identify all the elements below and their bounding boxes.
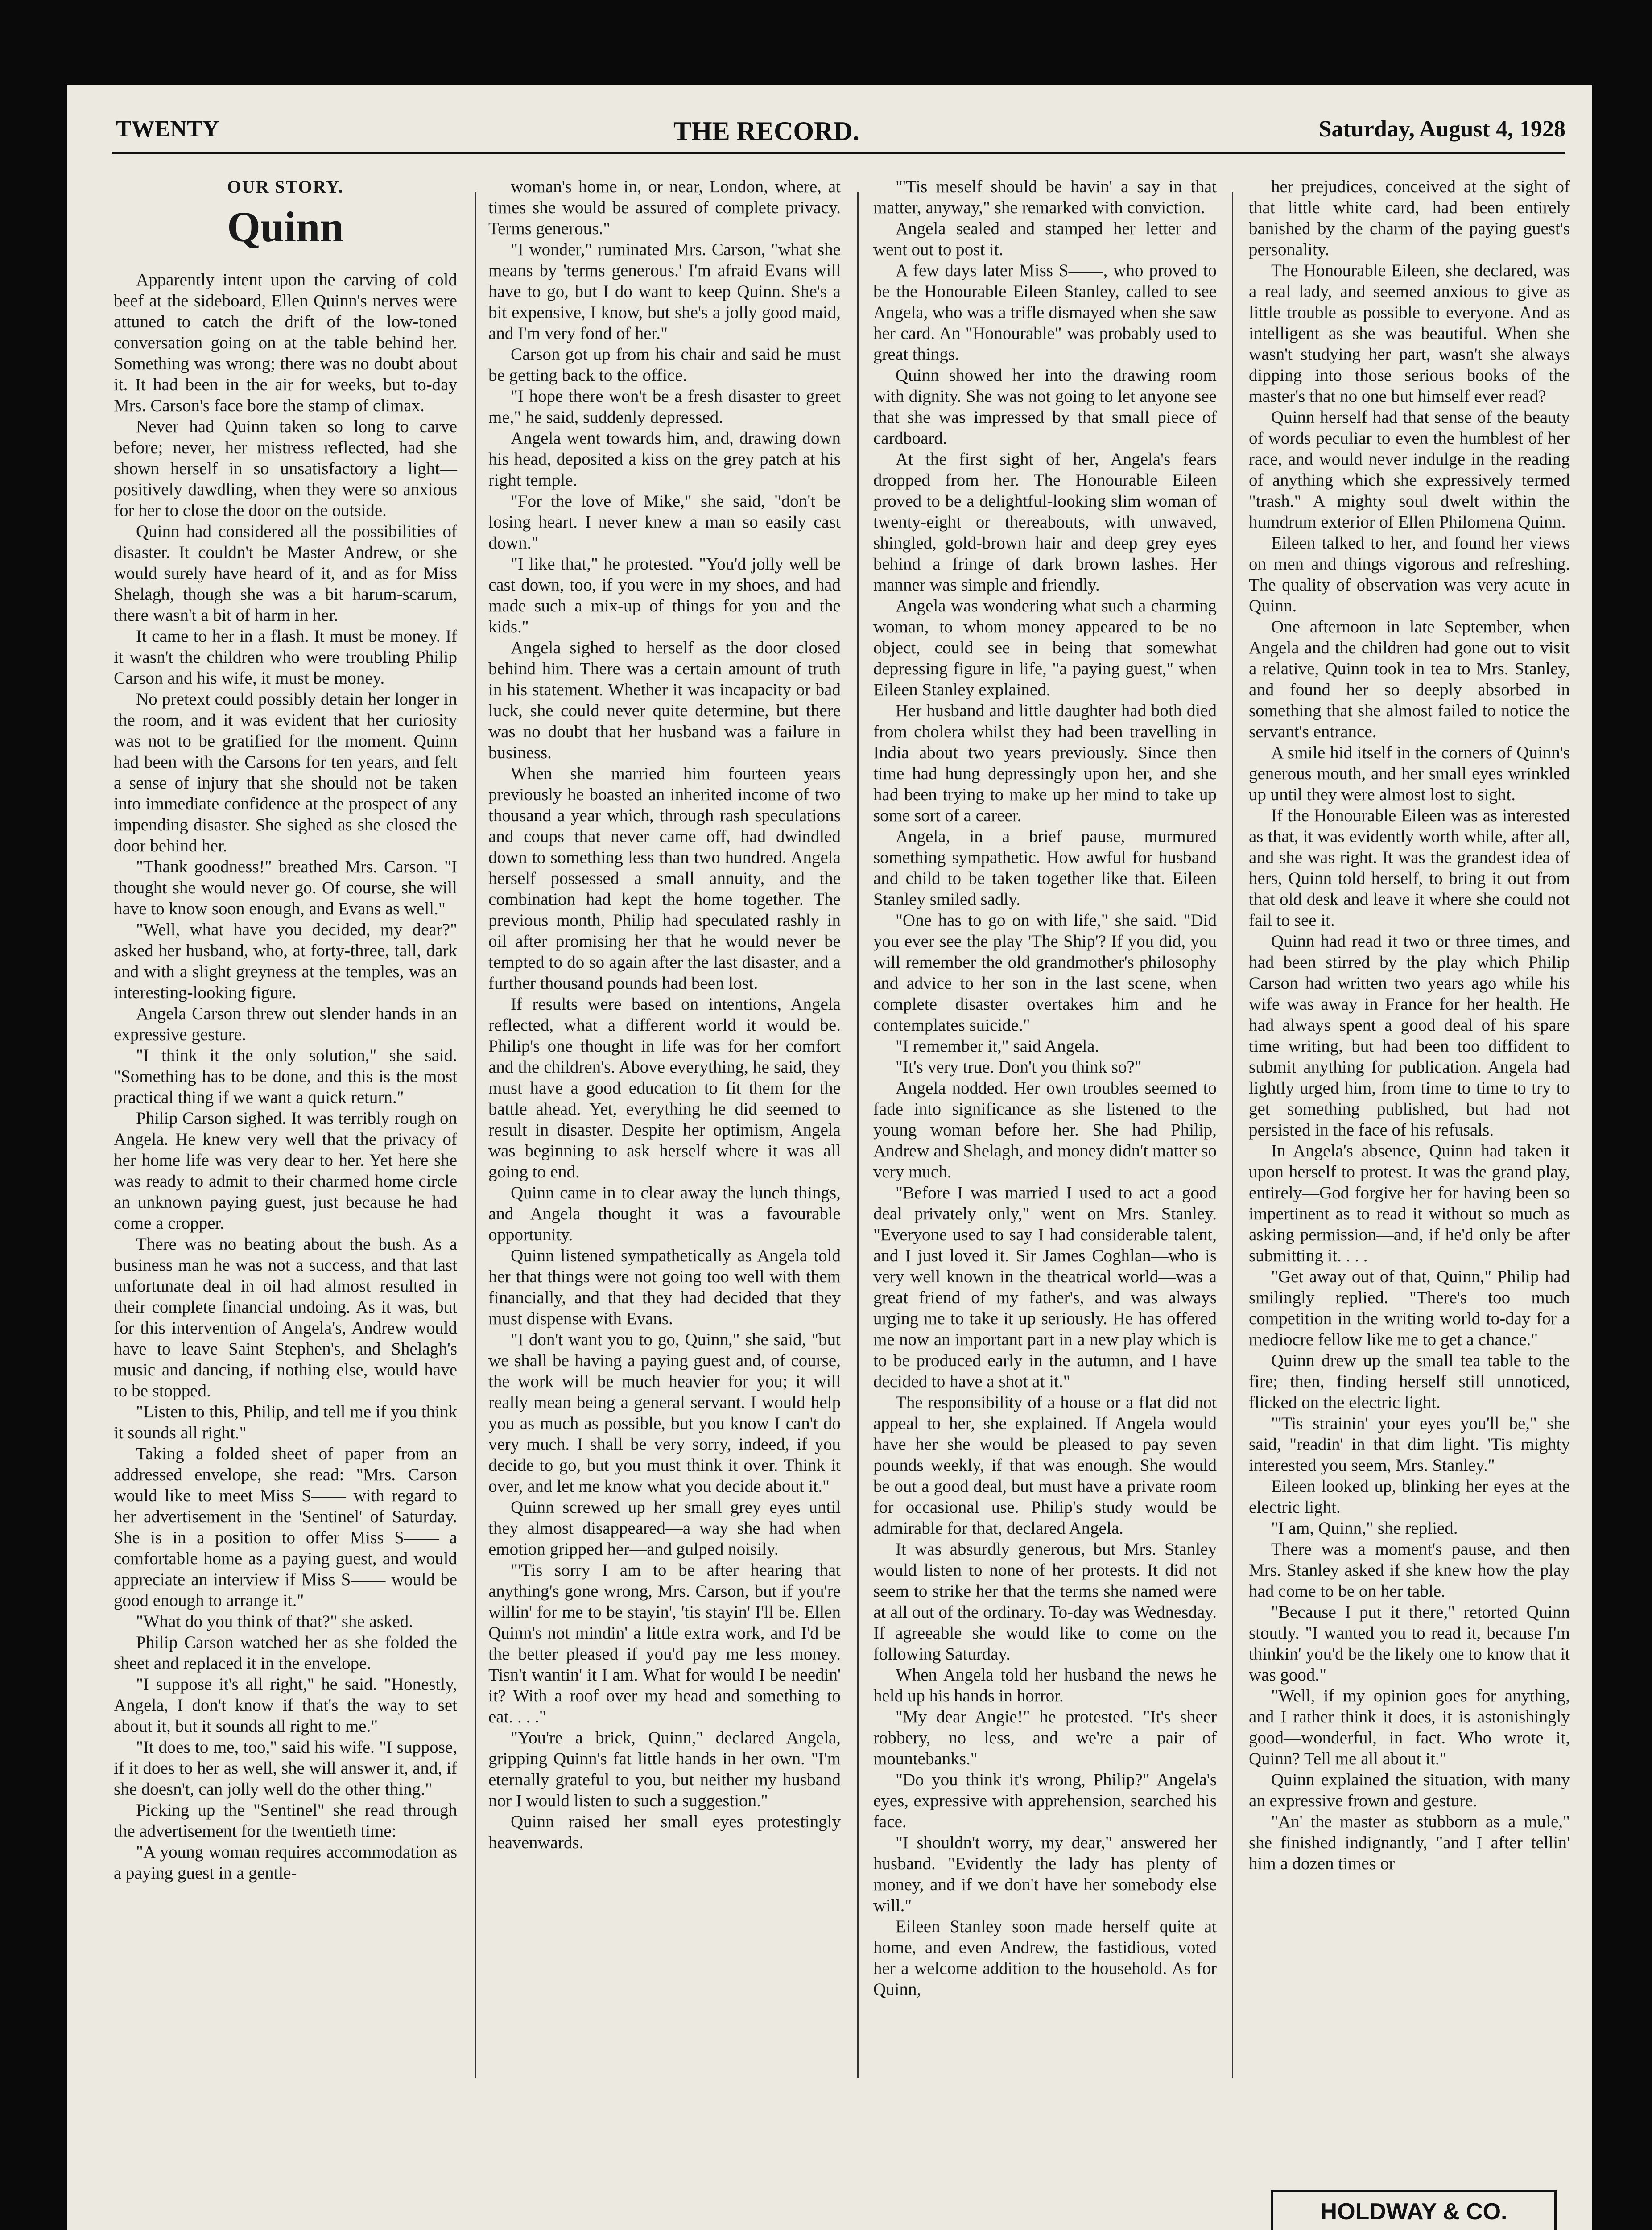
story-paragraph: Quinn explained the situation, with many an expressive frown and gesture.	[1249, 1770, 1570, 1810]
story-paragraph: There was no beating about the bush. As a business man he was not a success, and that last unfortunate deal in oil had almost resulted in their complete financial undoing. As it was, but for this intervention of Angela's, Andrew would have to leave Saint Stephen's, and Shelagh's music and dancing, if nothing else, would have to be stopped.	[114, 1235, 457, 1400]
story-paragraph: "I hope there won't be a fresh disaster to greet me," he said, suddenly depressed.	[488, 387, 841, 427]
story-paragraph: "One has to go on with life," she said. "Did you ever see the play 'The Ship'? If you did, you will remember the old grandmother's philosophy and advice to her son in the last scene, when complete disaster overtakes him and he contemplates suicide."	[873, 911, 1217, 1035]
story-paragraph: Apparently intent upon the carving of cold beef at the sideboard, Ellen Quinn's nerves were attuned to catch the drift of the low-toned conversation going on at the table behind her. Something was wrong; there was no doubt about it. It had been in the air for weeks, but to-day Mrs. Carson's face bore the stamp of climax.	[114, 270, 457, 415]
story-paragraph: Angela, in a brief pause, murmured something sympathetic. How awful for husband and child to be taken together like that. Eileen Stanley smiled sadly.	[873, 827, 1217, 909]
story-paragraph: "You're a brick, Quinn," declared Angela, gripping Quinn's fat little hands in her own. "I'm eternally grateful to you, but neither my husband nor I would listen to such a suggestion."	[488, 1728, 841, 1810]
story-paragraph: "Thank goodness!" breathed Mrs. Carson. "I thought she would never go. Of course, she will have to know soon enough, and Evans as well."	[114, 857, 457, 918]
story-paragraph: One afternoon in late September, when Angela and the children had gone out to visit a relative, Quinn took in tea to Mrs. Stanley, and found her so deeply absorbed in something that she almost failed to notice the servant's entrance.	[1249, 617, 1570, 741]
story-paragraph: her prejudices, conceived at the sight of that little white card, had been entirely banished by the charm of the paying guest's personality.	[1249, 177, 1570, 259]
story-paragraph: The Honourable Eileen, she declared, was a real lady, and seemed anxious to give as little trouble as possible to everyone. And as intelligent as she was beautiful. When she wasn't studying her part, wasn't she always dipping into those serious books of the master's that no one but himself ever read?	[1249, 261, 1570, 406]
story-paragraph: The responsibility of a house or a flat did not appeal to her, she explained. If Angela would have her she would be pleased to pay seven pounds weekly, if that was enough. She would be out a good deal, but must have a private room for occasional use. Philip's study would be admirable for that, declared Angela.	[873, 1393, 1217, 1538]
story-paragraph: Quinn came in to clear away the lunch things, and Angela thought it was a favourable opportunity.	[488, 1183, 841, 1244]
story-paragraph: "A young woman requires accommodation as a paying guest in a gentle-	[114, 1842, 457, 1883]
story-paragraph: When she married him fourteen years previously he boasted an inherited income of two thousand a year which, through rash speculations and coups that never came off, had dwindled down to something less than two hundred. Angela herself possessed a small annuity, and the combination had kept the home together. The previous month, Philip had speculated rashly in oil after promising her that he would never be tempted to do so again after the last disaster, and a further thousand pounds had been lost.	[488, 764, 841, 993]
story-paragraph: Quinn had read it two or three times, and had been stirred by the play which Philip Carson had written two years ago while his wife was away in France for her health. He had always spent a good deal of his spare time writing, but had been too diffident to submit anything for publication. Angela had lightly urged him, from time to time to try to get something published, but had not persisted in the face of his refusals.	[1249, 932, 1570, 1140]
column-1-paragraphs	[114, 269, 457, 1883]
story-paragraph: Her husband and little daughter had both died from cholera whilst they had been travelling in India about two years previously. Since then time had hung depressingly upon her, and she had been trying to make up her mind to take up some sort of a career.	[873, 701, 1217, 825]
story-paragraph: "I suppose it's all right," he said. "Honestly, Angela, I don't know if that's the way to set about it, but it sounds all right to me."	[114, 1675, 457, 1736]
story-paragraph: "It does to me, too," said his wife. "I suppose, if it does to her as well, she will answer it, and, if she doesn't, can jolly well do the other thing."	[114, 1738, 457, 1799]
story-paragraph: "I don't want you to go, Quinn," she said, "but we shall be having a paying guest and, of course, the work will be much heavier for you; it will really mean being a general servant. I would help you as much as possible, but you know I can't do very much. I shall be very sorry, indeed, if you decide to go, but you must think it over. Think it over, and let me know what you decide about it."	[488, 1330, 841, 1496]
story-paragraph: There was a moment's pause, and then Mrs. Stanley asked if she knew how the play had come to be on her table.	[1249, 1540, 1570, 1601]
story-paragraph: "'Tis sorry I am to be after hearing that anything's gone wrong, Mrs. Carson, but if you're willin' for me to be stayin', 'tis stayin' I'll be. Ellen Quinn's not mindin' a little extra work, and I'd be the better pleased if you'd pay me less money. Tisn't wantin' it I am. What for would I be needin' it? With a roof over my head and something to eat. . . ."	[488, 1561, 841, 1726]
story-paragraph: "I wonder," ruminated Mrs. Carson, "what she means by 'terms generous.' I'm afraid Evans will have to go, but I do want to keep Quinn. She's a bit expensive, I know, but she's a jolly good maid, and I'm very fond of her."	[488, 240, 841, 343]
advertiser-name: HOLDWAY & CO.	[1320, 2199, 1507, 2225]
story-paragraph: "For the love of Mike," she said, "don't be losing heart. I never knew a man so easily cast down."	[488, 491, 841, 553]
story-paragraph: woman's home in, or near, London, where, at times she would be assured of complete privacy. Terms generous."	[488, 177, 841, 238]
story-paragraph: Quinn listened sympathetically as Angela told her that things were not going too well with them financially, and that they had decided that they must dispense with Evans.	[488, 1246, 841, 1328]
story-paragraph: "What do you think of that?" she asked.	[136, 1612, 413, 1631]
column-4-paragraphs	[1249, 176, 1570, 1874]
column-divider	[475, 192, 476, 2078]
story-paragraph: Angela went towards him, and, drawing down his head, deposited a kiss on the grey patch at his right temple.	[488, 429, 841, 490]
column-divider	[1232, 192, 1233, 2078]
story-paragraph: Angela sealed and stamped her letter and went out to post it.	[873, 219, 1217, 259]
story-paragraph: "Well, what have you decided, my dear?" asked her husband, who, at forty-three, tall, dark and with a slight greyness at the temples, was an interesting-looking figure.	[114, 920, 457, 1002]
story-paragraph: "Well, if my opinion goes for anything, and I rather think it does, it is astonishingly good—wonderful, in fact. Who wrote it, Quinn? Tell me all about it."	[1249, 1686, 1570, 1768]
story-paragraph: Carson got up from his chair and said he must be getting back to the office.	[488, 345, 841, 385]
story-paragraph: "I am, Quinn," she replied.	[1271, 1519, 1458, 1538]
story-paragraph: Eileen talked to her, and found her views on men and things vigorous and refreshing. The quality of observation was very acute in Quinn.	[1249, 533, 1570, 615]
story-paragraph: "I remember it," said Angela.	[896, 1037, 1099, 1056]
story-paragraph: Angela was wondering what such a charming woman, to whom money appeared to be no object, could see in being that somewhat depressing figure in life, "a paying guest," when Eileen Stanley explained.	[873, 596, 1217, 699]
column-3-paragraphs	[873, 176, 1217, 2000]
story-paragraph: Quinn screwed up her small grey eyes until they almost disappeared—a way she had when emotion gripped her—and gulped noisily.	[488, 1498, 841, 1559]
story-paragraph: "Listen to this, Philip, and tell me if you think it sounds all right."	[114, 1402, 457, 1442]
newspaper-page	[67, 85, 1592, 2230]
story-paragraph: Quinn raised her small eyes protestingly heavenwards.	[488, 1812, 841, 1852]
story-paragraph: In Angela's absence, Quinn had taken it upon herself to protest. It was the grand play, entirely—God forgive her for having been so impertinent as to read it without so much as asking permission—and, if he'd only be after submitting it. . . .	[1249, 1141, 1570, 1265]
column-divider	[857, 192, 859, 2078]
story-paragraph: Never had Quinn taken so long to carve before; never, her mistress reflected, had she shown herself in so unsatisfactory a light—positively dawdling, when they were so anxious for her to close the door on the outside.	[114, 417, 457, 520]
story-paragraph: When Angela told her husband the news he held up his hands in horror.	[873, 1665, 1217, 1706]
issue-date: Saturday, August 4, 1928	[1318, 116, 1565, 142]
story-paragraph: Picking up the "Sentinel" she read through the advertisement for the twentieth time:	[114, 1801, 457, 1841]
story-paragraph: It was absurdly generous, but Mrs. Stanley would listen to none of her protests. It did not seem to strike her that the terms she named were at all out of the ordinary. To-day was Wednesday. If agreeable she would like to come on the following Saturday.	[873, 1540, 1217, 1664]
holdway-advertisement	[1271, 2190, 1557, 2230]
story-column-4	[1249, 176, 1570, 1874]
story-paragraph: "Do you think it's wrong, Philip?" Angela's eyes, expressive with apprehension, searched his face.	[873, 1770, 1217, 1831]
story-paragraph: If results were based on intentions, Angela reflected, what a different world it would be. Philip's one thought in life was for her comfort and the children's. Above everything, he said, they must have a good education to fit them for the battle ahead. Yet, everything he did seemed to result in disaster. Despite her optimism, Angela was beginning to ask herself where it was all going to end.	[488, 995, 841, 1181]
story-paragraph: Quinn showed her into the drawing room with dignity. She was not going to let anyone see that she was impressed by that small piece of cardboard.	[873, 366, 1217, 448]
page-number: TWENTY	[116, 116, 219, 142]
story-paragraph: "I shouldn't worry, my dear," answered her husband. "Evidently the lady has plenty of money, and if we don't have her somebody else will."	[873, 1833, 1217, 1915]
story-paragraph: "Get away out of that, Quinn," Philip had smilingly replied. "There's too much competition in the writing world to-day for a mediocre fellow like me to get a chance."	[1249, 1267, 1570, 1349]
story-paragraph: A smile hid itself in the corners of Quinn's generous mouth, and her small eyes wrinkled up until they were almost lost to sight.	[1249, 743, 1570, 804]
story-paragraph: Quinn herself had that sense of the beauty of words peculiar to even the humblest of her race, and would never indulge in the reading of anything which she expressively termed "trash." A mighty soul dwelt within the humdrum exterior of Ellen Philomena Quinn.	[1249, 408, 1570, 532]
masthead-title: THE RECORD.	[673, 116, 859, 146]
story-paragraph: Quinn had considered all the possibilities of disaster. It couldn't be Master Andrew, or she would surely have heard of it, and as for Miss Shelagh, though she was a bit harum-scarum, there wasn't a bit of harm in her.	[114, 522, 457, 625]
story-column-1	[114, 176, 457, 1883]
story-paragraph: "'Tis meself should be havin' a say in that matter, anyway," she remarked with conviction.	[873, 177, 1217, 217]
story-column-3	[873, 176, 1217, 2000]
story-paragraph: "My dear Angie!" he protested. "It's sheer robbery, no less, and we're a pair of mountebanks."	[873, 1707, 1217, 1768]
story-paragraph: Taking a folded sheet of paper from an addressed envelope, she read: "Mrs. Carson would like to meet Miss S—— with regard to her advertisement in the 'Sentinel' of Saturday. She is in a position to offer Miss S—— a comfortable home as a paying guest, and would appreciate an interview if Miss S—— would be good enough to arrange it."	[114, 1444, 457, 1610]
story-paragraph: Philip Carson sighed. It was terribly rough on Angela. He knew very well that the privacy of her home life was very dear to her. Yet here she was ready to admit to their charmed home circle an unknown paying guest, just because he had come a cropper.	[114, 1109, 457, 1233]
story-paragraph: A few days later Miss S——, who proved to be the Honourable Eileen Stanley, called to see Angela, who was a trifle dismayed when she saw her card. An "Honourable" was probably used to great things.	[873, 261, 1217, 364]
story-paragraph: "An' the master as stubborn as a mule," she finished indignantly, "and I after tellin' him a dozen times or	[1249, 1812, 1570, 1873]
story-paragraph: "I think it the only solution," she said. "Something has to be done, and this is the most practical thing if we want a quick return."	[114, 1046, 457, 1107]
story-paragraph: "'Tis strainin' your eyes you'll be," she said, "readin' in that dim light. 'Tis mighty interested you seem, Mrs. Stanley."	[1249, 1414, 1570, 1475]
story-paragraph: If the Honourable Eileen was as interested as that, it was evidently worth while, after all, and she was right. It was the grandest idea of hers, Quinn told herself, to bring it out from that old desk and leave it where she could not fail to see it.	[1249, 806, 1570, 930]
story-paragraph: "Before I was married I used to act a good deal privately only," went on Mrs. Stanley. "Everyone used to say I had considerable talent, and I just loved it. Sir James Coghlan—who is very well known in the theatrical world—was a great friend of my father's, and was always urging me to take it up seriously. He has offered me now an important part in a new play which is to be produced early in the autumn, and I have decided to have a shot at it."	[873, 1183, 1217, 1391]
header-rule	[112, 152, 1565, 154]
story-paragraph: Angela nodded. Her own troubles seemed to fade into significance as she listened to the young woman before her. She had Philip, Andrew and Shelagh, and money didn't matter so very much.	[873, 1078, 1217, 1181]
story-paragraph: No pretext could possibly detain her longer in the room, and it was evident that her curiosity was not to be gratified for the moment. Quinn had been with the Carsons for ten years, and felt a sense of injury that she should not be taken into immediate confidence at the prospect of any impending disaster. She sighed as she closed the door behind her.	[114, 690, 457, 855]
story-paragraph: Philip Carson watched her as she folded the sheet and replaced it in the envelope.	[114, 1633, 457, 1673]
story-paragraph: Eileen Stanley soon made herself quite at home, and even Andrew, the fastidious, voted her a welcome addition to the household. As for Quinn,	[873, 1917, 1217, 1999]
story-paragraph: "Because I put it there," retorted Quinn stoutly. "I wanted you to read it, because I'm thinkin' you'd be the likely one to know that it was good."	[1249, 1602, 1570, 1685]
story-paragraph: Quinn drew up the small tea table to the fire; then, finding herself still unnoticed, flicked on the electric light.	[1249, 1351, 1570, 1412]
story-title: Quinn	[227, 203, 344, 251]
story-paragraph: It came to her in a flash. It must be money. If it wasn't the children who were troubling Philip Carson and his wife, it must be money.	[114, 627, 457, 688]
story-column-2	[488, 176, 841, 1853]
story-paragraph: Angela Carson threw out slender hands in an expressive gesture.	[114, 1004, 457, 1044]
section-label: OUR STORY.	[227, 177, 344, 197]
story-paragraph: Angela sighed to herself as the door closed behind him. There was a certain amount of truth in his statement. Whether it was incapacity or bad luck, she could never quite determine, but there was no doubt that her husband was a failure in business.	[488, 638, 841, 762]
story-paragraph: At the first sight of her, Angela's fears dropped from her. The Honourable Eileen proved to be a delightful-looking slim woman of twenty-eight or thereabouts, with unwaved, shingled, gold-brown hair and deep grey eyes behind a fringe of dark brown lashes. Her manner was simple and friendly.	[873, 450, 1217, 595]
story-paragraph: Eileen looked up, blinking her eyes at the electric light.	[1249, 1477, 1570, 1517]
story-paragraph: "I like that," he protested. "You'd jolly well be cast down, too, if you were in my shoes, and had made such a mix-up of things for you and the kids."	[488, 554, 841, 636]
running-header	[67, 116, 1592, 156]
story-paragraph: "It's very true. Don't you think so?"	[896, 1057, 1142, 1077]
column-2-paragraphs	[488, 176, 841, 1853]
